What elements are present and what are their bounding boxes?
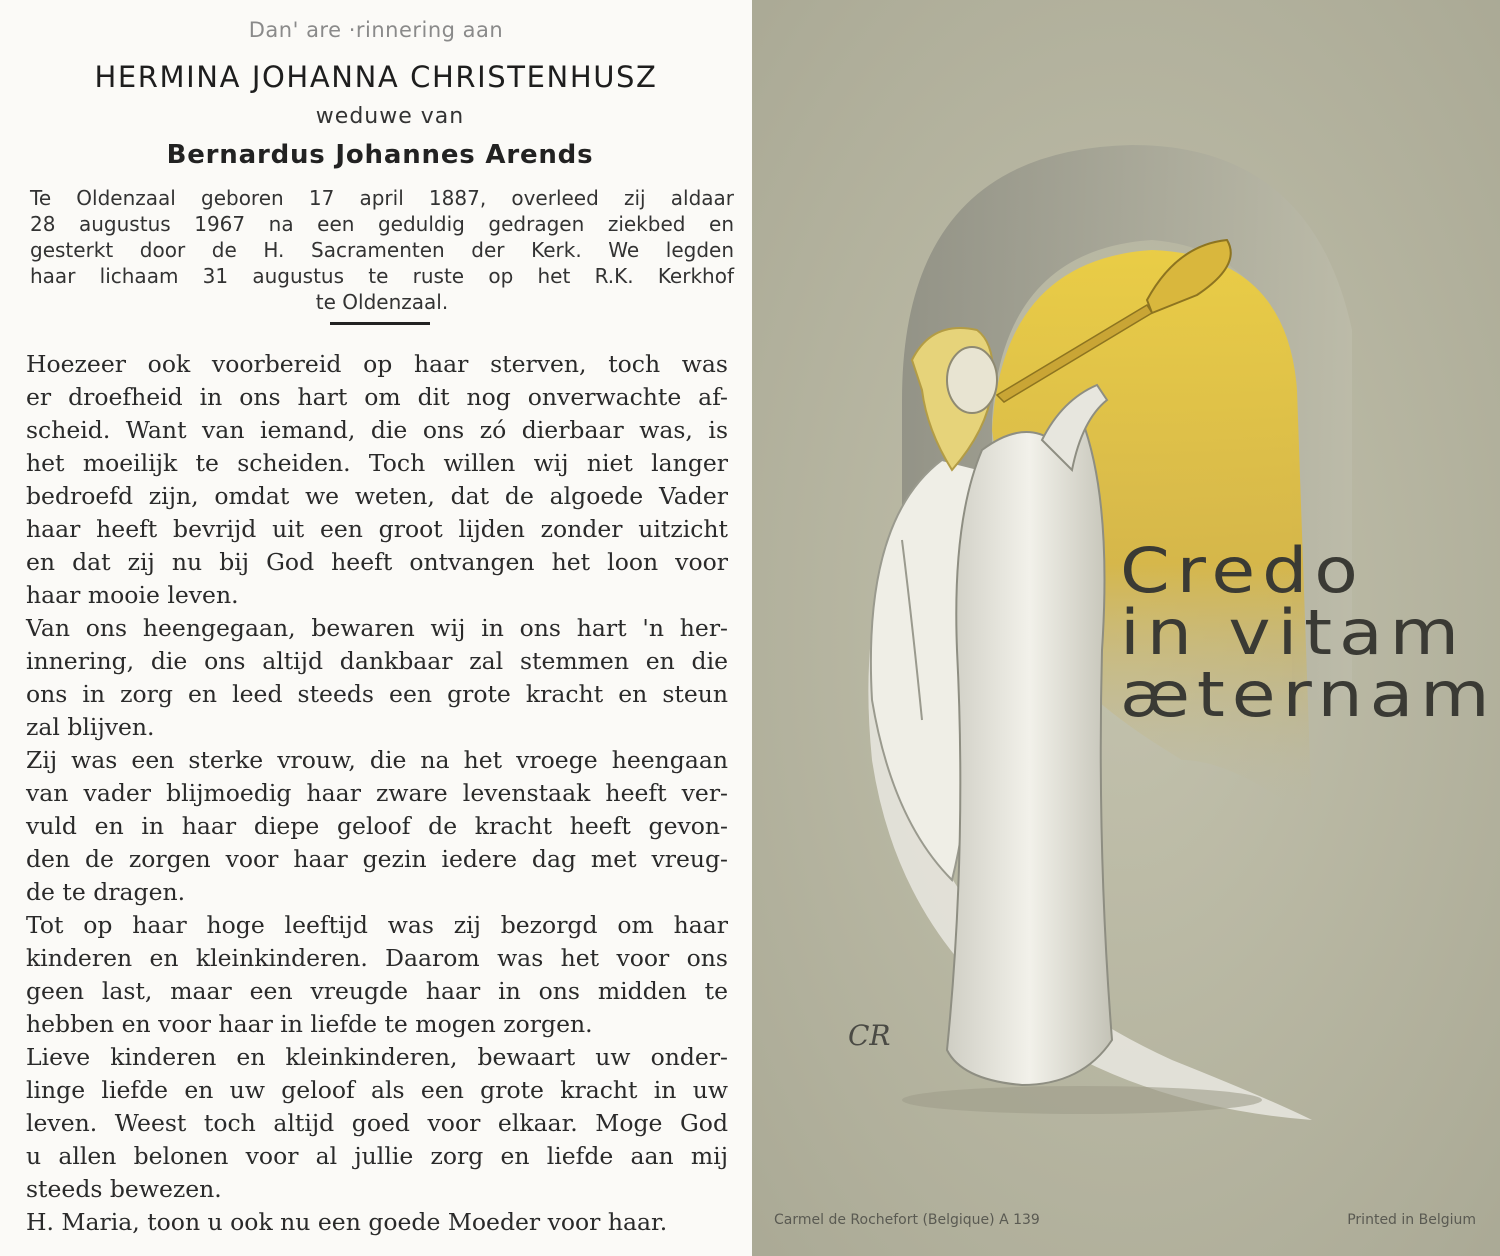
text-line: de te dragen.	[26, 878, 186, 906]
motto-line: Credo	[1120, 534, 1365, 607]
bio-line: gesterkt door de H. Sacramenten der Kerk. We legden	[30, 238, 734, 262]
spouse-name: Bernardus Johannes Arends	[166, 140, 594, 170]
text-line: H. Maria, toon u ook nu een goede Moeder voor haar.	[26, 1208, 668, 1236]
text-line: innering, die ons altijd dankbaar zal stemmen en die	[26, 647, 728, 675]
text-line: Lieve kinderen en kleinkinderen, bewaart uw onder-	[26, 1043, 728, 1071]
text-line: Van ons heengegaan, bewaren wij in ons hart 'n her-	[26, 614, 728, 642]
bio-line: haar lichaam 31 augustus te ruste op het R.K. Kerkhof	[30, 264, 734, 288]
bio-line: Te Oldenzaal geboren 17 april 1887, overleed zij aldaar	[30, 186, 734, 210]
text-line: u allen belonen voor al jullie zorg en liefde aan mij	[26, 1142, 728, 1170]
text-line: en dat zij nu bij God heeft ontvangen het loon voor	[26, 548, 728, 576]
angel-face	[947, 347, 997, 413]
text-line: Hoezeer ook voorbereid op haar sterven, toch was	[26, 350, 728, 378]
devotional-picture	[752, 0, 1500, 1256]
text-line: bedroefd zijn, omdat we weten, dat de algoede Vader	[26, 482, 728, 510]
text-line: den de zorgen voor haar gezin iedere dag met vreug-	[26, 845, 728, 873]
text-line: zal blijven.	[26, 713, 155, 741]
biography	[30, 185, 734, 315]
publisher-credit: Carmel de Rochefort (Belgique) A 139	[774, 1212, 1040, 1228]
text-line: Zij was een sterke vrouw, die na het vroege heengaan	[26, 746, 728, 774]
motto	[1120, 534, 1497, 731]
text-line: linge liefde en uw geloof als een grote kracht in uw	[26, 1076, 728, 1104]
angel-robe	[947, 420, 1112, 1085]
bio-line: te Oldenzaal.	[315, 290, 449, 314]
motto-line: in vitam	[1120, 596, 1466, 669]
text-line: kinderen en kleinkinderen. Daarom was het voor ons	[26, 944, 728, 972]
card-header: Dan' are ·rinnering aan	[248, 18, 504, 42]
deceased-name: HERMINA JOHANNA CHRISTENHUSZ	[94, 60, 658, 94]
bio-line: 28 augustus 1967 na een geduldig gedragen ziekbed en	[30, 212, 734, 236]
text-line: leven. Weest toch altijd goed voor elkaar. Moge God	[26, 1109, 728, 1137]
artist-initials: CR	[848, 1019, 891, 1052]
text-line: er droefheid in ons hart om dit nog onverwachte af-	[26, 383, 728, 411]
divider	[330, 322, 430, 325]
text-line: scheid. Want van iemand, die ons zó dierbaar was, is	[26, 416, 728, 444]
text-line: het moeilijk te scheiden. Toch willen wij niet langer	[26, 449, 728, 477]
widow-of-label: weduwe van	[315, 104, 465, 129]
printed-in: Printed in Belgium	[1347, 1212, 1476, 1228]
text-line: van vader blijmoedig haar zware levenstaak heeft ver-	[26, 779, 728, 807]
text-line: vuld en in haar diepe geloof de kracht heeft gevon-	[26, 812, 728, 840]
memorial-text	[26, 348, 728, 1239]
text-line: hebben en voor haar in liefde te mogen zorgen.	[26, 1010, 593, 1038]
text-line: geen last, maar een vreugde haar in ons midden te	[26, 977, 728, 1005]
text-line: haar heeft bevrijd uit een groot lijden zonder uitzicht	[26, 515, 728, 543]
text-line: haar mooie leven.	[26, 581, 239, 609]
text-line: Tot op haar hoge leeftijd was zij bezorgd om haar	[26, 911, 728, 939]
motto-line: æternam	[1120, 658, 1497, 731]
text-line: steeds bewezen.	[26, 1175, 222, 1203]
text-line: ons in zorg en leed steeds een grote kracht en steun	[26, 680, 728, 708]
